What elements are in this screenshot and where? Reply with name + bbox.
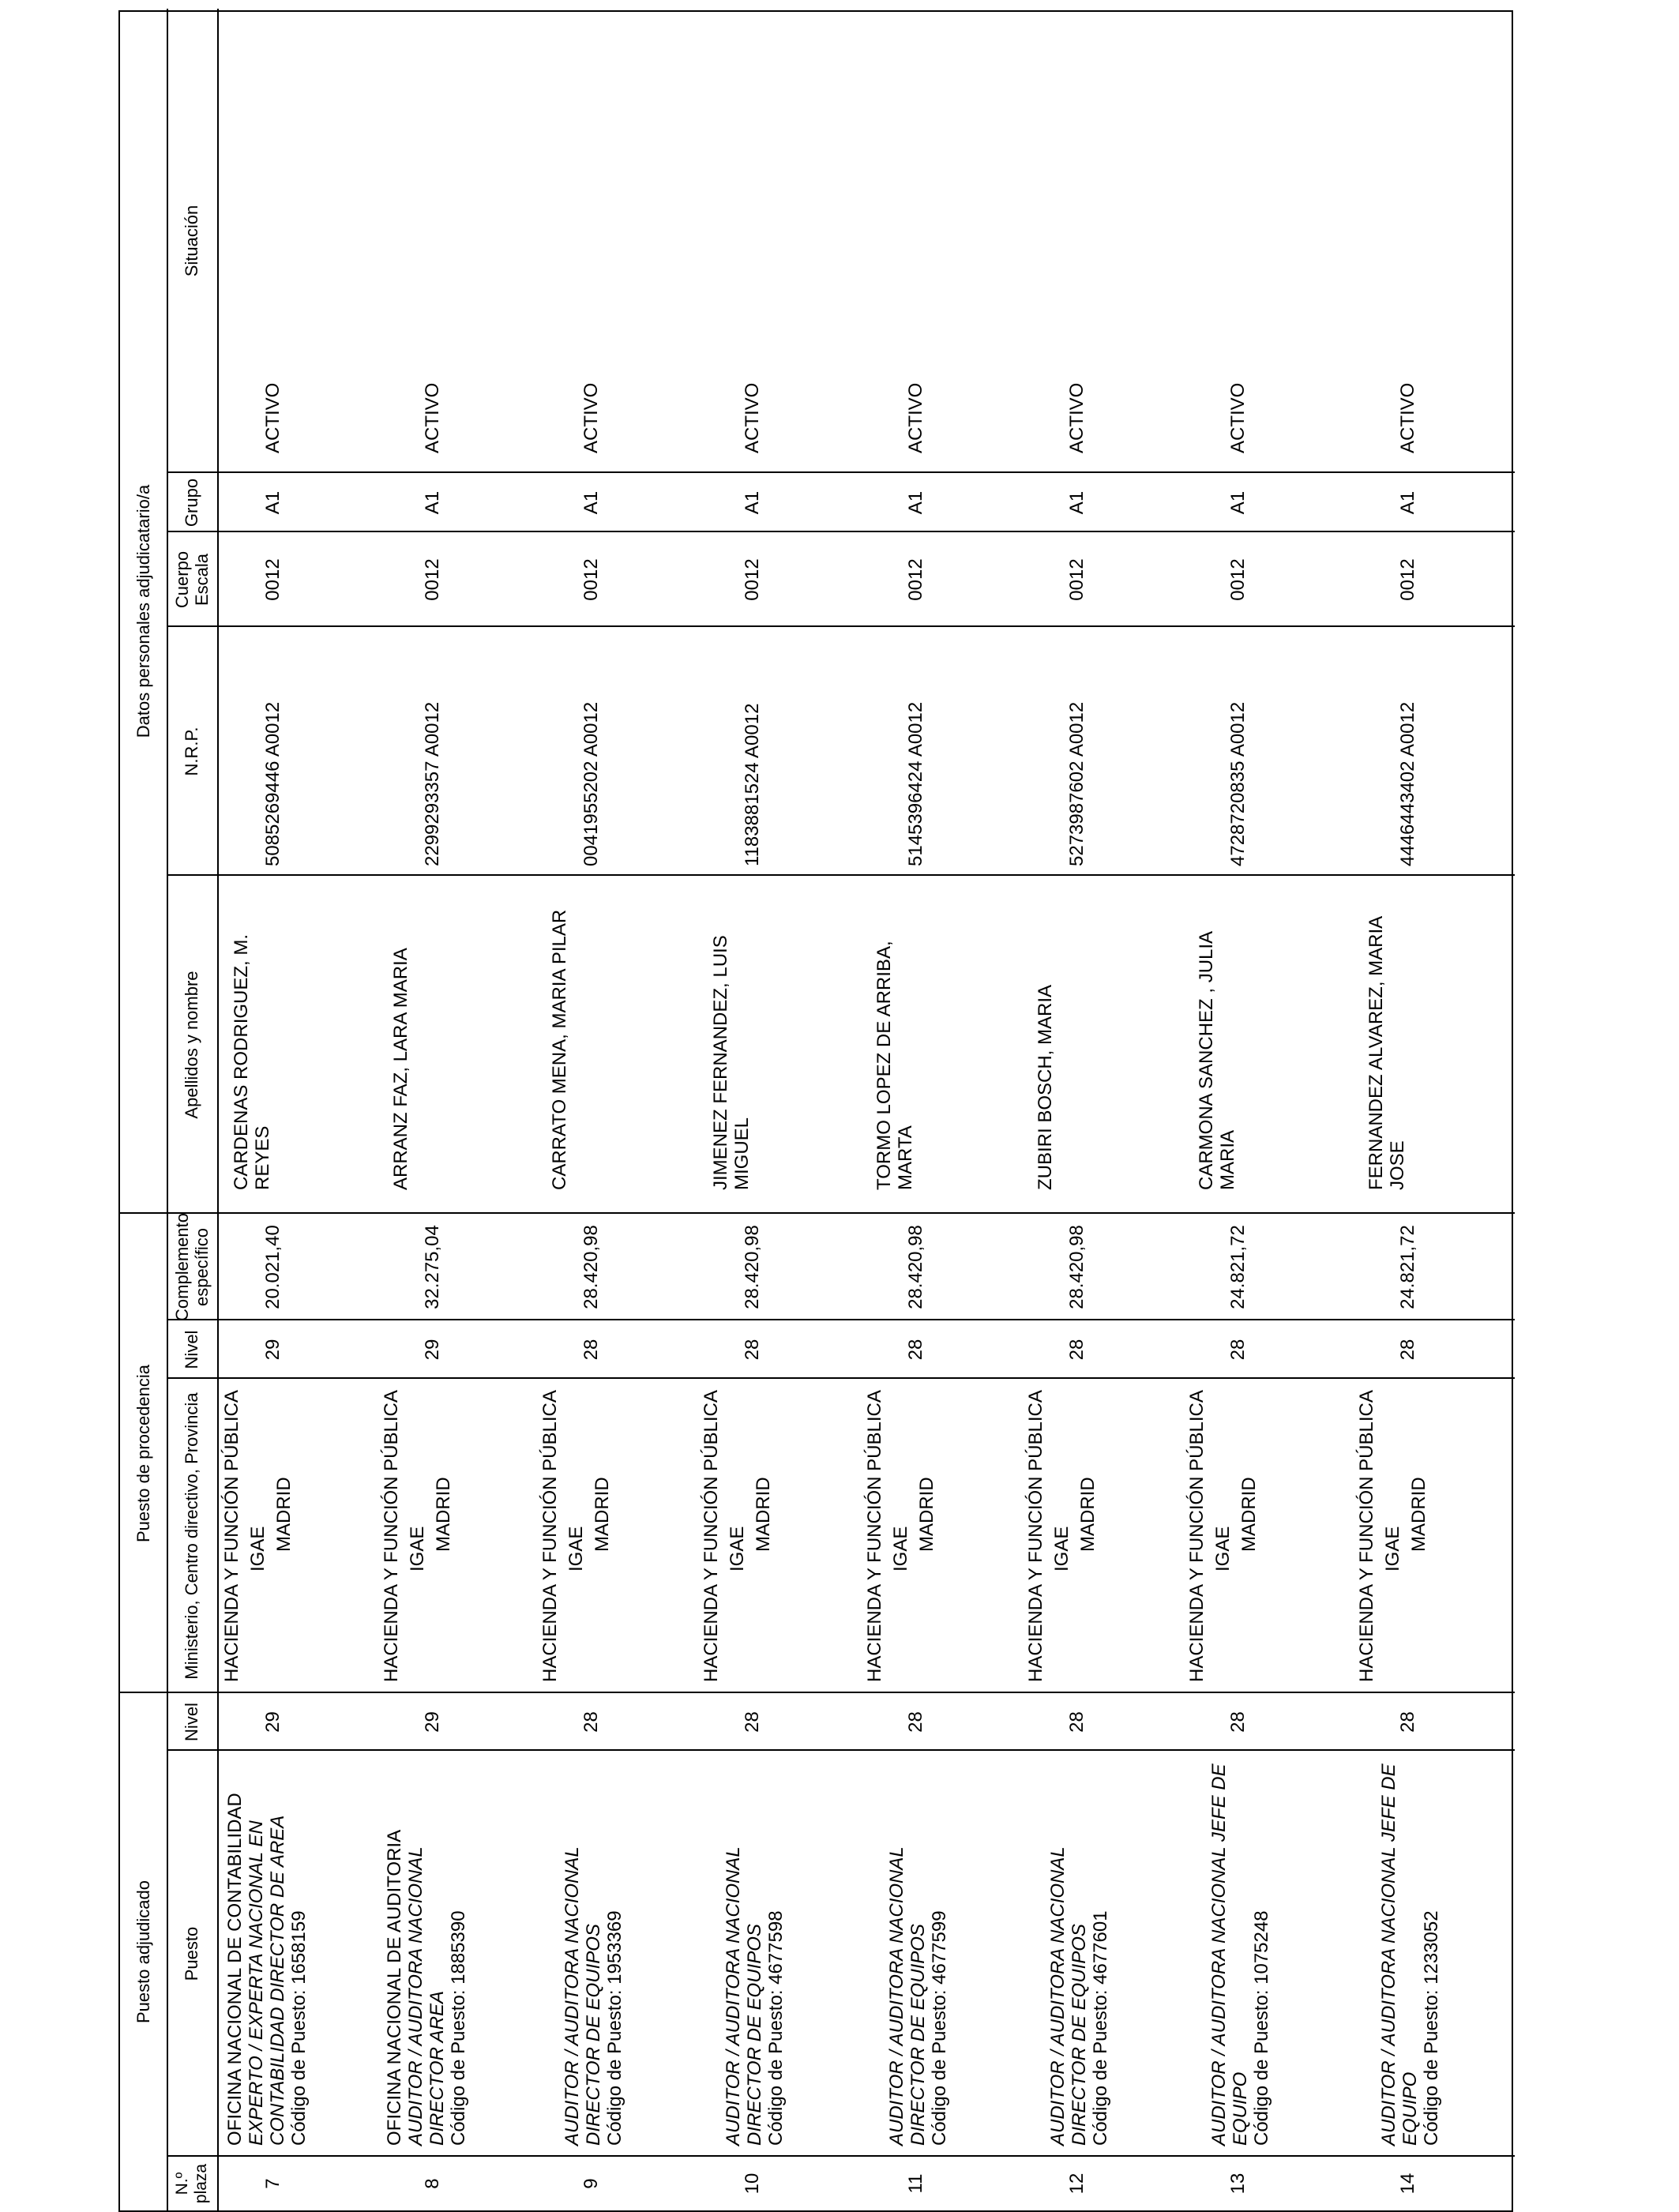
provincia: MADRID: [1238, 1477, 1260, 1552]
nrp-value: 2299293357 A0012: [422, 701, 443, 866]
group-header-puesto-procedencia: Puesto de procedencia: [133, 1364, 153, 1543]
ministerio-cell: [697, 1379, 860, 1693]
puesto-name: AUDITOR / AUDITORA NACIONAL DIRECTOR AREA: [404, 1846, 448, 2146]
nrp-value: 5273987602 A0012: [1066, 701, 1087, 866]
plaza-number: 7: [262, 2178, 284, 2189]
cuerpo-escala: 0012: [262, 558, 284, 601]
puesto-cell: [1182, 1751, 1352, 2157]
provincia: MADRID: [1407, 1477, 1429, 1552]
col-header-grupo: Grupo: [182, 478, 202, 528]
centro-directivo: IGAE: [889, 1526, 911, 1572]
nivel-adjudicado: 28: [1397, 1711, 1418, 1733]
plaza-number: 12: [1066, 2173, 1087, 2195]
ministerio-name: HACIENDA Y FUNCIÓN PÚBLICA: [864, 1390, 885, 1682]
situacion: ACTIVO: [905, 382, 926, 453]
cuerpo-escala: 0012: [580, 558, 602, 601]
cuerpo-escala: 0012: [422, 558, 443, 601]
nivel-adjudicado: 29: [262, 1711, 284, 1733]
apellidos-nombre: ARRANZ FAZ, LARA MARIA: [390, 948, 411, 1190]
puesto-cell: [535, 1751, 697, 2157]
nivel-adjudicado: 28: [742, 1711, 763, 1733]
provincia: MADRID: [432, 1477, 454, 1552]
puesto-name: AUDITOR / AUDITORA NACIONAL DIRECTOR DE EQUIPOS: [1047, 1846, 1090, 2146]
complemento-especifico: 24.821,72: [1227, 1225, 1249, 1309]
nivel-procedencia: 28: [1227, 1339, 1249, 1361]
provincia: MADRID: [591, 1477, 613, 1552]
col-header-cuerpo: Cuerpo Escala: [171, 550, 212, 609]
nivel-adjudicado: 28: [905, 1711, 926, 1733]
col-header-complemento: Complemento específico: [171, 1213, 212, 1321]
grupo: A1: [1066, 490, 1087, 515]
codigo-puesto: Código de Puesto: 1658159: [287, 1910, 310, 2146]
apellidos-nombre: CARMONA SANCHEZ , JULIA MARIA: [1196, 932, 1238, 1190]
centro-directivo: IGAE: [726, 1526, 748, 1572]
oficina-name: OFICINA NACIONAL DE AUDITORIA: [384, 1829, 405, 2146]
puesto-cell: [860, 1751, 1021, 2157]
complemento-especifico: 28.420,98: [580, 1225, 602, 1309]
codigo-puesto: Código de Puesto: 4677598: [764, 1910, 787, 2146]
nivel-adjudicado: 28: [580, 1711, 602, 1733]
puesto-name: AUDITOR / AUDITORA NACIONAL DIRECTOR DE EQUIPOS: [562, 1846, 604, 2146]
grupo: A1: [905, 490, 926, 515]
situacion: ACTIVO: [422, 382, 443, 453]
group-header-datos-personales: Datos personales adjudicatario/a: [133, 484, 153, 738]
complemento-especifico: 24.821,72: [1397, 1225, 1418, 1309]
nrp-value: 4446443402 A0012: [1397, 701, 1418, 866]
apellidos-nombre: FERNANDEZ ALVAREZ, MARIA JOSE: [1365, 917, 1408, 1190]
col-header-puesto: Puesto: [182, 1926, 202, 1981]
col-header-ministerio: Ministerio, Centro directivo, Provincia: [182, 1392, 202, 1680]
complemento-especifico: 20.021,40: [262, 1225, 284, 1309]
complemento-especifico: 28.420,98: [1066, 1225, 1087, 1309]
centro-directivo: IGAE: [565, 1526, 587, 1572]
col-header-plaza: N.º plaza: [172, 2163, 210, 2204]
ministerio-cell: [860, 1379, 1021, 1693]
cuerpo-escala: 0012: [1066, 558, 1087, 601]
grupo: A1: [580, 490, 602, 515]
provincia: MADRID: [752, 1477, 774, 1552]
grupo: A1: [262, 490, 284, 515]
grupo: A1: [742, 490, 763, 515]
col-header-situacion: Situación: [182, 205, 202, 277]
codigo-puesto: Código de Puesto: 1233052: [1420, 1910, 1442, 2146]
oficina-name: OFICINA NACIONAL DE CONTABILIDAD: [224, 1793, 246, 2146]
centro-directivo: IGAE: [406, 1526, 428, 1572]
apellidos-nombre: CARRATO MENA, MARIA PILAR: [549, 909, 570, 1190]
puesto-name: AUDITOR / AUDITORA NACIONAL JEFE DE EQUIPO: [1378, 1763, 1421, 2146]
puesto-cell: [1352, 1751, 1515, 2157]
puesto-name: AUDITOR / AUDITORA NACIONAL JEFE DE EQUIPO: [1208, 1763, 1251, 2146]
puesto-name: AUDITOR / AUDITORA NACIONAL DIRECTOR DE EQUIPOS: [723, 1846, 765, 2146]
puesto-cell: [377, 1751, 535, 2157]
group-header-puesto-adjudicado: Puesto adjudicado: [133, 1880, 153, 2024]
nrp-value: 4728720835 A0012: [1227, 701, 1249, 866]
plaza-number: 11: [905, 2173, 926, 2194]
ministerio-cell: [1352, 1379, 1515, 1693]
nrp-value: 0041955202 A0012: [580, 701, 602, 866]
centro-directivo: IGAE: [246, 1526, 269, 1572]
apellidos-nombre: CARDENAS RODRIGUEZ, M. REYES: [231, 933, 273, 1190]
col-header-nivel: Nivel: [182, 1703, 202, 1741]
ministerio-name: HACIENDA Y FUNCIÓN PÚBLICA: [1186, 1390, 1208, 1682]
nivel-adjudicado: 28: [1227, 1711, 1249, 1733]
provincia: MADRID: [915, 1477, 937, 1552]
plaza-number: 13: [1227, 2173, 1249, 2195]
ministerio-cell: [535, 1379, 697, 1693]
plaza-number: 14: [1397, 2173, 1418, 2195]
ministerio-name: HACIENDA Y FUNCIÓN PÚBLICA: [221, 1390, 242, 1682]
centro-directivo: IGAE: [1211, 1526, 1234, 1572]
situacion: ACTIVO: [1397, 382, 1418, 453]
situacion: ACTIVO: [1227, 382, 1249, 453]
ministerio-cell: [217, 1379, 377, 1693]
ministerio-name: HACIENDA Y FUNCIÓN PÚBLICA: [1356, 1390, 1377, 1682]
nivel-procedencia: 28: [905, 1339, 926, 1361]
nivel-procedencia: 29: [262, 1339, 284, 1361]
situacion: ACTIVO: [262, 382, 284, 453]
ministerio-name: HACIENDA Y FUNCIÓN PÚBLICA: [701, 1390, 722, 1682]
ministerio-name: HACIENDA Y FUNCIÓN PÚBLICA: [539, 1390, 561, 1682]
nivel-procedencia: 28: [1066, 1339, 1087, 1361]
nivel-procedencia: 28: [742, 1339, 763, 1361]
puesto-name: AUDITOR / AUDITORA NACIONAL DIRECTOR DE EQUIPOS: [886, 1846, 929, 2146]
situacion: ACTIVO: [580, 382, 602, 453]
puesto-cell: [697, 1751, 860, 2157]
col-header-nivel-procedencia: Nivel: [182, 1330, 202, 1369]
apellidos-nombre: ZUBIRI BOSCH, MARIA: [1035, 984, 1056, 1190]
puesto-cell: [1021, 1751, 1182, 2157]
cuerpo-escala: 0012: [905, 558, 926, 601]
centro-directivo: IGAE: [1050, 1526, 1072, 1572]
plaza-number: 9: [580, 2178, 602, 2189]
nrp-value: 5085269446 A0012: [262, 701, 284, 866]
provincia: MADRID: [1076, 1477, 1099, 1552]
cuerpo-escala: 0012: [742, 558, 763, 601]
nivel-procedencia: 29: [422, 1339, 443, 1361]
plaza-number: 10: [742, 2173, 763, 2195]
puesto-cell: [217, 1751, 377, 2157]
codigo-puesto: Código de Puesto: 1885390: [447, 1910, 469, 2146]
centro-directivo: IGAE: [1381, 1526, 1403, 1572]
grupo: A1: [1397, 490, 1418, 515]
ministerio-cell: [377, 1379, 535, 1693]
ministerio-name: HACIENDA Y FUNCIÓN PÚBLICA: [1025, 1390, 1046, 1682]
provincia: MADRID: [272, 1477, 295, 1552]
situacion: ACTIVO: [742, 382, 763, 453]
complemento-especifico: 32.275,04: [422, 1225, 443, 1309]
col-header-nrp: N.R.P.: [182, 727, 202, 776]
plaza-number: 8: [422, 2178, 443, 2189]
apellidos-nombre: JIMENEZ FERNANDEZ, LUIS MIGUEL: [710, 935, 753, 1190]
codigo-puesto: Código de Puesto: 1953369: [603, 1910, 625, 2146]
codigo-puesto: Código de Puesto: 1075248: [1250, 1910, 1272, 2146]
puesto-name: EXPERTO / EXPERTA NACIONAL EN CONTABILIDAD DIRECTOR DE AREA: [245, 1815, 288, 2146]
nivel-procedencia: 28: [1397, 1339, 1418, 1361]
grupo: A1: [1227, 490, 1249, 515]
complemento-especifico: 28.420,98: [905, 1225, 926, 1309]
situacion: ACTIVO: [1066, 382, 1087, 453]
nrp-value: 5145396424 A0012: [905, 701, 926, 866]
nivel-adjudicado: 28: [1066, 1711, 1087, 1733]
col-header-apellidos: Apellidos y nombre: [182, 971, 202, 1119]
nivel-procedencia: 28: [580, 1339, 602, 1361]
codigo-puesto: Código de Puesto: 4677599: [928, 1910, 950, 2146]
ministerio-name: HACIENDA Y FUNCIÓN PÚBLICA: [381, 1390, 402, 1682]
nrp-value: 1183881524 A0012: [742, 703, 763, 866]
complemento-especifico: 28.420,98: [742, 1225, 763, 1309]
grupo: A1: [422, 490, 443, 515]
adjudication-table: [118, 10, 1513, 2212]
rotated-table-page: [118, 10, 1513, 2212]
cuerpo-escala: 0012: [1227, 558, 1249, 601]
apellidos-nombre: TORMO LOPEZ DE ARRIBA, MARTA: [873, 941, 916, 1190]
ministerio-cell: [1182, 1379, 1352, 1693]
ministerio-cell: [1021, 1379, 1182, 1693]
nivel-adjudicado: 29: [422, 1711, 443, 1733]
codigo-puesto: Código de Puesto: 4677601: [1089, 1910, 1111, 2146]
cuerpo-escala: 0012: [1397, 558, 1418, 601]
